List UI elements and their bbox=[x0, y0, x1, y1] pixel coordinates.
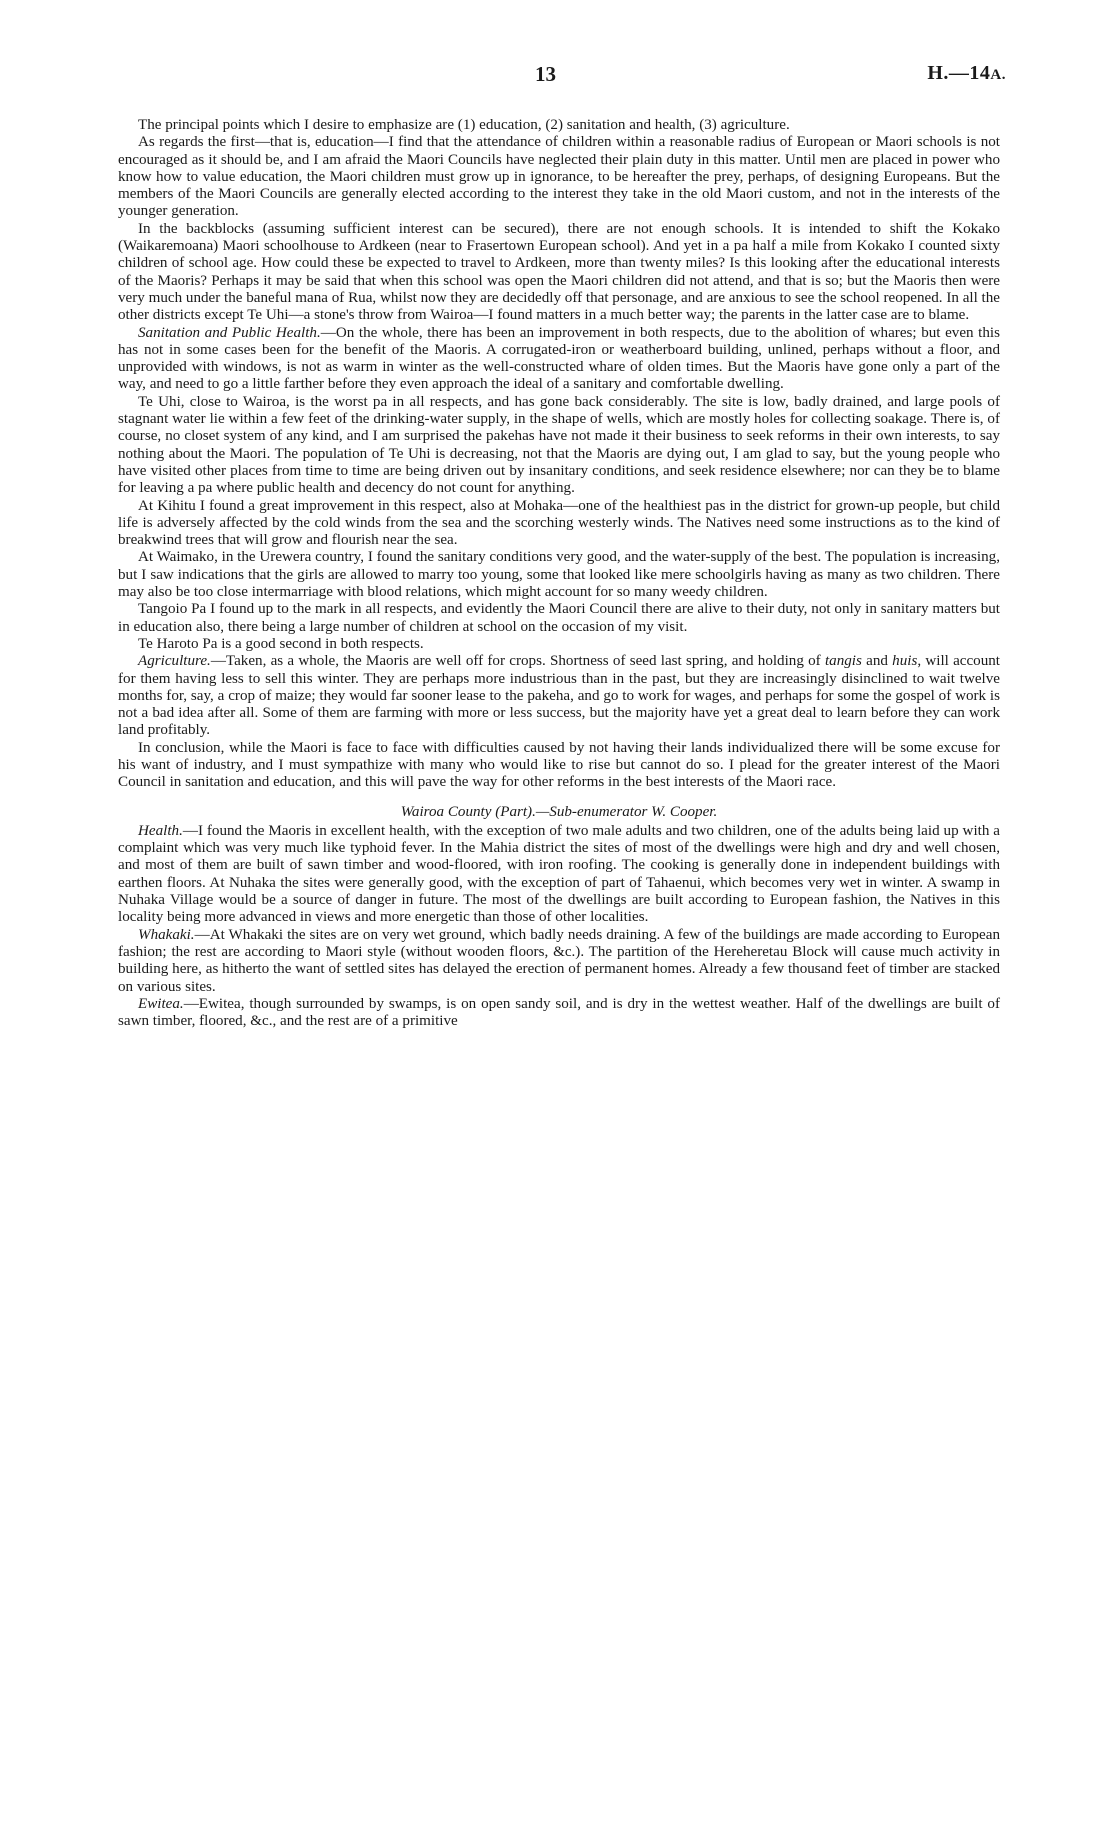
document-reference-suffix: A. bbox=[990, 67, 1006, 83]
section-heading-wairoa: Wairoa County (Part).—Sub-enumerator W. Cooper. bbox=[400, 803, 718, 820]
agriculture-term-huis: huis bbox=[892, 653, 918, 670]
paragraph-education: As regards the first—that is, education—I find that the attendance of children within a reasonable radius of European or Maori schools is not encouraged as it should be, and I am afraid the Maori Councils have neglected their plain duty in this matter. Until men are placed in power who know how to value education, the Maori children must grow up in ignorance, to be hereafter the prey, perhaps, of designing Europeans. But the members of the Maori Councils are generally elected according to the interest they take in the old Maori custom, and not in the interests of the younger generation. bbox=[118, 134, 1000, 220]
paragraph-principal-points: The principal points which I desire to emphasize are (1) education, (2) sanitation and health, (3) agriculture. bbox=[138, 117, 790, 133]
page-number: 13 bbox=[535, 62, 556, 86]
paragraph-health bbox=[118, 823, 1000, 927]
agriculture-text-3: , will account for them having less to sell this winter. They are perhaps more industrious than in the past, but they are increasingly disinclined to wait twelve months for, say, a crop of maize; they would far sooner lease to the pakeha, and go to work for wages, and perhaps for some the gospel of work is not a bad idea after all. Some of them are farming with more or less success, but the majority have yet a great deal to learn before they can work land profitably. bbox=[118, 653, 1001, 739]
whakaki-text: —At Whakaki the sites are on very wet ground, which badly needs draining. A few of the buildings are made according to European fashion; the rest are according to Maori style (without wooden floors, &c.). The partition of the Hereheretau Block will cause much activity in building here, as hitherto the want of settled sites has delayed the erection of permanent homes. Already a few thousand feet of timber are stacked on various sites. bbox=[118, 926, 1000, 995]
paragraph-whakaki bbox=[118, 927, 1000, 996]
paragraph-waimako: At Waimako, in the Urewera country, I found the sanitary conditions very good, and the water-supply of the best. The population is increasing, but I saw indications that the girls are allowed to marry too young, some that looked like mere schoolgirls having as many as two children. There may also be too close intermarriage with blood relations, which might account for so many weedy children. bbox=[118, 549, 1000, 601]
report-body bbox=[118, 117, 1000, 1030]
sanitation-lead: Sanitation and Public Health. bbox=[138, 324, 321, 341]
sanitation-text: —On the whole, there has been an improvement in both respects, due to the abolition of whares; but even this has not in some cases been for the benefit of the Maoris. A corrugated-iron or weatherboard building, unlined, perhaps without a floor, and unprovided with windows, is not as warm in winter as the well-constructed whare of olden times. But the Maoris have gone only a part of the way, and need to go a little farther before they even approach the ideal of a sanitary and comfortable dwelling. bbox=[118, 324, 1000, 393]
agriculture-term-tangis: tangis bbox=[824, 653, 862, 670]
agriculture-lead: Agriculture. bbox=[138, 653, 211, 670]
whakaki-lead: Whakaki. bbox=[138, 926, 195, 943]
ewitea-lead: Ewitea. bbox=[138, 995, 184, 1012]
paragraph-backblocks: In the backblocks (assuming sufficient interest can be secured), there are not enough schools. It is intended to shift the Kokako (Waikaremoana) Maori schoolhouse to Ardkeen (near to Frasertown European school). And yet in a pa half a mile from Kokako I counted sixty children of school age. How could these be expected to travel to Ardkeen, more than twenty miles? Is this looking after the educational interests of the Maoris? Perhaps it may be said that when this school was open the Maori children did not attend, and that is so; but the Maoris then were very much under the baneful mana of Rua, whilst now they are decidedly off that personage, and are anxious to see the school reopened. In all the other districts except Te Uhi—a stone's throw from Wairoa—I found matters in a much better way; the parents in the latter case are to blame. bbox=[118, 220, 1000, 324]
paragraph-sanitation bbox=[118, 325, 1000, 394]
paragraph-te-haroto: Te Haroto Pa is a good second in both respects. bbox=[138, 635, 424, 652]
paragraph-agriculture bbox=[118, 653, 1000, 739]
document-reference-main: H.—14 bbox=[927, 62, 991, 84]
document-reference bbox=[927, 62, 1006, 85]
paragraph-conclusion: In conclusion, while the Maori is face to face with difficulties caused by not having their lands individualized there will be some excuse for his want of industry, and I must sympathize with many who would like to rise but cannot do so. I plead for the greater interest of the Maori Council in sanitation and education, and this will pave the way for other reforms in the best interests of the Maori race. bbox=[118, 739, 1000, 791]
page-header bbox=[0, 62, 1114, 92]
ewitea-text: —Ewitea, though surrounded by swamps, is on open sandy soil, and is dry in the wettest weather. Half of the dwellings are built of sawn timber, floored, &c., and the rest are of a primitive bbox=[118, 995, 1000, 1030]
health-lead: Health. bbox=[138, 822, 183, 839]
paragraph-tangoio: Tangoio Pa I found up to the mark in all respects, and evidently the Maori Council there are alive to their duty, not only in sanitary matters but in education also, there being a large number of children at school on the occasion of my visit. bbox=[118, 601, 1000, 635]
paragraph-kihitu: At Kihitu I found a great improvement in this respect, also at Mohaka—one of the healthiest pas in the district for grown-up people, but child life is adversely affected by the cold winds from the sea and the scorching westerly winds. The Natives need some instructions as to the kind of breakwind trees that will grow and flourish near the sea. bbox=[118, 497, 1000, 549]
agriculture-text-2: and bbox=[861, 653, 893, 670]
agriculture-text-1: —Taken, as a whole, the Maoris are well off for crops. Shortness of seed last spring, and holding of bbox=[210, 653, 825, 670]
health-text: —I found the Maoris in excellent health, with the exception of two male adults and two children, one of the adults being laid up with a complaint which was very much like typhoid fever. In the Mahia district the sites of most of the dwellings were high and dry and well chosen, and most of them are built of sawn timber and wood-floored, with iron roofing. The cooking is generally done in independent buildings with earthen floors. At Nuhaka the sites were generally good, with the exception of part of Tahaenui, which becomes very wet in winter. A swamp in Nuhaka Village would be a source of danger in future. The most of the dwellings are built according to European fashion, the Natives in this locality being more advanced in views and more energetic than those of other localities. bbox=[118, 822, 1000, 926]
paragraph-ewitea bbox=[118, 996, 1000, 1031]
paragraph-te-uhi: Te Uhi, close to Wairoa, is the worst pa in all respects, and has gone back considerably. The site is low, badly drained, and large pools of stagnant water lie within a few feet of the drinking-water supply, in the shape of wells, which are mostly holes for collecting soakage. There is, of course, no closet system of any kind, and I am surprised the pakehas have not made it their business to seek reforms in their own interests, to say nothing about the Maori. The population of Te Uhi is decreasing, not that the Maoris are dying out, I am glad to say, but the young people who have visited other places from time to time are being driven out by insanitary conditions, and seek residence elsewhere; nor can they be to blame for leaving a pa where public health and decency do not count for anything. bbox=[118, 393, 1000, 497]
